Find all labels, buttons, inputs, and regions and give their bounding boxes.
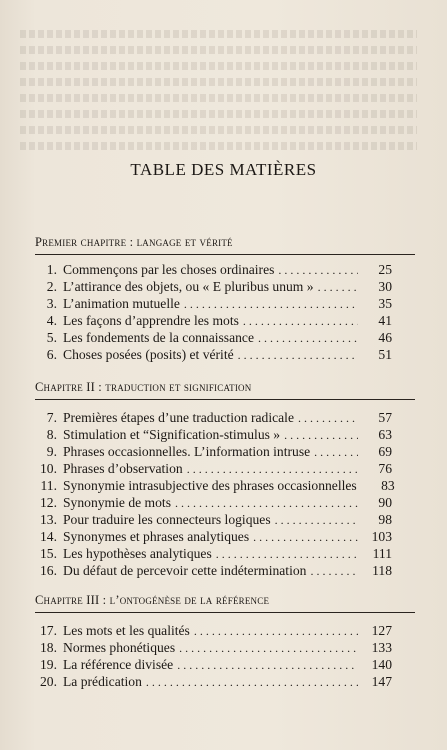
entry-page: 83 — [381, 478, 395, 493]
leader-dots — [318, 279, 358, 295]
entry-page: 41 — [378, 313, 392, 328]
toc-entry — [35, 279, 392, 295]
entry-title: La prédication — [63, 674, 142, 689]
entry-title: La référence divisée — [63, 657, 174, 672]
divider — [35, 612, 415, 613]
toc-entry — [35, 330, 392, 346]
entry-page: 30 — [378, 279, 392, 294]
toc-entry — [35, 347, 392, 363]
entry-number: 11. — [40, 478, 57, 493]
leader-dots — [253, 529, 358, 545]
leader-dots — [275, 512, 358, 528]
entry-number: 15. — [40, 546, 57, 561]
toc-entry — [35, 563, 392, 579]
toc-entry — [35, 427, 392, 443]
entry-page: 25 — [378, 262, 392, 277]
entry-title: Du défaut de percevoir cette indétermination — [63, 563, 307, 578]
toc-entry — [35, 495, 392, 511]
entry-number: 17. — [40, 623, 57, 638]
entry-title: L’animation mutuelle — [63, 296, 180, 311]
entry-title: Synonymie de mots — [63, 495, 171, 510]
toc-entry — [35, 410, 392, 426]
chapter-heading: Premier chapitre : langage et vérité — [35, 235, 233, 249]
entry-title: Commençons par les choses ordinaires — [63, 262, 275, 277]
entry-number: 14. — [40, 529, 57, 544]
entry-title: Pour traduire les connecteurs logiques — [63, 512, 271, 527]
entry-page: 51 — [378, 347, 392, 362]
leader-dots — [284, 427, 358, 443]
entry-page: 98 — [378, 512, 392, 527]
leader-dots — [146, 674, 358, 690]
entry-page: 140 — [371, 657, 392, 672]
entry-number: 20. — [40, 674, 57, 689]
leader-dots — [258, 330, 358, 346]
entry-page: 127 — [371, 623, 392, 638]
entry-number: 7. — [46, 410, 57, 425]
chapter-heading: Chapitre II : traduction et signification — [35, 380, 252, 394]
entry-title: Stimulation et “Signification-stimulus » — [63, 427, 281, 442]
toc-entry — [35, 313, 392, 329]
entry-title: Les hypothèses analytiques — [63, 546, 212, 561]
entry-page: 118 — [372, 563, 392, 578]
entry-title: Phrases d’observation — [63, 461, 183, 476]
leader-dots — [238, 347, 358, 363]
toc-entry — [35, 262, 392, 278]
entry-number: 18. — [40, 640, 57, 655]
leader-dots — [243, 313, 358, 329]
entry-page: 63 — [378, 427, 392, 442]
entry-title: Synonymes et phrases analytiques — [63, 529, 250, 544]
chapter-heading: Chapitre III : l’ontogénèse de la référence — [35, 593, 270, 607]
entry-title: Les mots et les qualités — [63, 623, 190, 638]
leader-dots — [184, 296, 358, 312]
leader-dots — [187, 461, 358, 477]
entry-number: 1. — [46, 262, 57, 277]
entry-page: 57 — [378, 410, 392, 425]
entry-title: Choses posées (posits) et vérité — [63, 347, 234, 362]
divider — [35, 254, 415, 255]
leader-dots — [298, 410, 358, 426]
entry-number: 10. — [40, 461, 57, 476]
entry-number: 3. — [46, 296, 57, 311]
entry-page: 76 — [378, 461, 392, 476]
leader-dots — [177, 657, 358, 673]
entry-page: 133 — [371, 640, 392, 655]
leader-dots — [216, 546, 358, 562]
entry-number: 2. — [46, 279, 57, 294]
entry-number: 6. — [46, 347, 57, 362]
entry-page: 46 — [378, 330, 392, 345]
toc-entry — [35, 512, 392, 528]
entry-page: 35 — [378, 296, 392, 311]
leader-dots — [314, 444, 358, 460]
entry-number: 5. — [46, 330, 57, 345]
toc-entry — [35, 444, 392, 460]
page-title: TABLE DES MATIÈRES — [130, 160, 317, 179]
leader-dots — [194, 623, 358, 639]
toc-entry — [35, 657, 392, 673]
entry-number: 8. — [46, 427, 57, 442]
divider — [35, 399, 415, 400]
entry-page: 90 — [378, 495, 392, 510]
entry-number: 12. — [40, 495, 57, 510]
toc-entry — [35, 640, 392, 656]
bleed-through — [0, 0, 447, 160]
leader-dots — [310, 563, 358, 579]
entry-page: 111 — [372, 546, 392, 561]
toc-entry — [35, 546, 392, 562]
entry-title: Premières étapes d’une traduction radicale — [63, 410, 294, 425]
entry-title: L’attirance des objets, ou « E pluribus unum » — [63, 279, 314, 294]
entry-title: Synonymie intrasubjective des phrases occasionnelles — [63, 478, 357, 493]
leader-dots — [175, 495, 358, 511]
entry-title: Les fondements de la connaissance — [63, 330, 254, 345]
toc-entry — [35, 478, 395, 494]
toc-entry — [35, 674, 392, 690]
entry-page: 103 — [371, 529, 392, 544]
entry-number: 9. — [46, 444, 57, 459]
entry-number: 19. — [40, 657, 57, 672]
leader-dots — [179, 640, 358, 656]
entry-page: 147 — [371, 674, 392, 689]
entry-title: Normes phonétiques — [63, 640, 176, 655]
entry-page: 69 — [378, 444, 392, 459]
leader-dots — [278, 262, 358, 278]
toc-entry — [35, 623, 392, 639]
entry-title: Phrases occasionnelles. L’information intruse — [63, 444, 311, 459]
toc-entry — [35, 461, 392, 477]
toc-entry — [35, 296, 392, 312]
entry-title: Les façons d’apprendre les mots — [63, 313, 239, 328]
entry-number: 16. — [40, 563, 57, 578]
toc-entry — [35, 529, 392, 545]
entry-number: 4. — [46, 313, 57, 328]
entry-number: 13. — [40, 512, 57, 527]
